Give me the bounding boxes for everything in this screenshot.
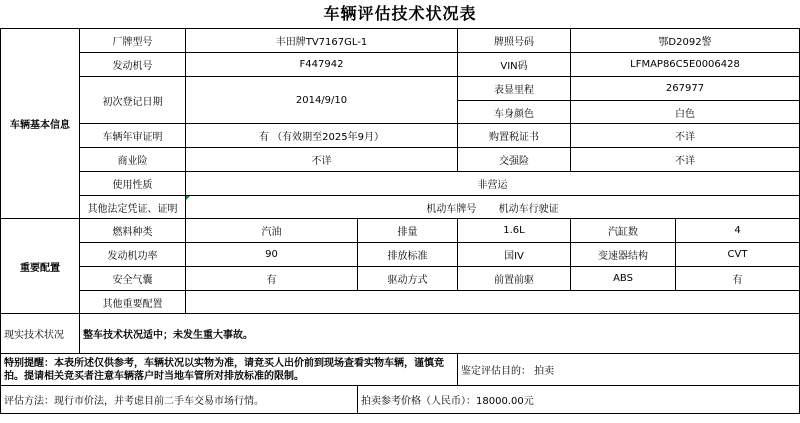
reference-price: 拍卖参考价格（人民币）：18000.00元 (358, 386, 800, 414)
value-transmission: CVT (676, 243, 800, 267)
table-row (1, 148, 800, 172)
table-row (1, 314, 800, 354)
label-drive: 驱动方式 (358, 267, 458, 291)
label-first-registration: 初次登记日期 (80, 77, 186, 124)
value-commercial-insurance: 不详 (186, 148, 458, 172)
table-row (1, 196, 800, 219)
value-current-condition: 整车技术状况适中；未发生重大事故。 (80, 314, 800, 354)
section-config: 重要配置 (1, 219, 80, 314)
table-row (1, 267, 800, 291)
evaluation-method: 评估方法：现行市价法，并考虑目前二手车交易市场行情。 (1, 386, 358, 414)
table-row (1, 124, 800, 148)
label-vin: VIN码 (458, 53, 571, 77)
evaluation-table (0, 28, 800, 414)
label-engine-power: 发动机功率 (80, 243, 186, 267)
value-annual-inspection: 有 （有效期至2025年9月） (186, 124, 458, 148)
table-row (1, 219, 800, 243)
section-basic-info: 车辆基本信息 (1, 29, 80, 219)
label-mileage: 表显里程 (458, 77, 571, 101)
table-row (1, 77, 800, 101)
table-row (1, 172, 800, 196)
value-engine-power: 90 (186, 243, 358, 267)
value-mileage: 267977 (571, 77, 800, 101)
label-abs: ABS (571, 267, 676, 291)
value-compulsory-insurance: 不详 (571, 148, 800, 172)
value-abs: 有 (676, 267, 800, 291)
value-usage: 非营运 (186, 172, 800, 196)
label-plate: 牌照号码 (458, 29, 571, 53)
table-row (1, 29, 800, 53)
label-fuel: 燃料种类 (80, 219, 186, 243)
label-other-config: 其他重要配置 (80, 291, 186, 314)
value-factory-model: 丰田牌TV7167GL-1 (186, 29, 458, 53)
value-airbag: 有 (186, 267, 358, 291)
value-fuel: 汽油 (186, 219, 358, 243)
table-row (1, 243, 800, 267)
table-row (1, 386, 800, 414)
label-current-condition: 现实技术状况 (1, 314, 80, 354)
special-notice: 特别提醒：本表所述仅供参考，车辆状况以实物为准，请竞买人出价前到现场查看实物车辆，谨慎竞拍。提请相关竞买者注意车辆落户时当地车管所对排放标准的限制。 (1, 354, 458, 386)
label-other-documents: 其他法定凭证、证明 (80, 196, 186, 219)
label-displacement: 排量 (358, 219, 458, 243)
value-emission: 国IV (458, 243, 571, 267)
value-engine: F447942 (186, 53, 458, 77)
evaluation-purpose: 鉴定评估目的： 拍卖 (458, 354, 800, 386)
page-title: 车辆评估技术状况表 (323, 4, 477, 23)
label-emission: 排放标准 (358, 243, 458, 267)
table-row (1, 354, 800, 386)
value-plate: 鄂D2092警 (571, 29, 800, 53)
label-compulsory-insurance: 交强险 (458, 148, 571, 172)
value-cylinders: 4 (676, 219, 800, 243)
other-documents-item: 机动车牌号 (426, 203, 477, 215)
value-first-registration: 2014/9/10 (186, 77, 458, 124)
label-body-color: 车身颜色 (458, 101, 571, 124)
label-purchase-tax: 购置税证书 (458, 124, 571, 148)
value-other-documents (186, 196, 800, 219)
value-displacement: 1.6L (458, 219, 571, 243)
label-cylinders: 汽缸数 (571, 219, 676, 243)
label-transmission: 变速器结构 (571, 243, 676, 267)
label-annual-inspection: 车辆年审证明 (80, 124, 186, 148)
other-documents-item: 机动车行驶证 (498, 203, 559, 215)
table-row (1, 53, 800, 77)
value-purchase-tax: 不详 (571, 124, 800, 148)
value-body-color: 白色 (571, 101, 800, 124)
label-usage: 使用性质 (80, 172, 186, 196)
label-engine: 发动机号 (80, 53, 186, 77)
value-other-config (186, 291, 800, 314)
value-drive: 前置前驱 (458, 267, 571, 291)
label-airbag: 安全气囊 (80, 267, 186, 291)
label-commercial-insurance: 商业险 (80, 148, 186, 172)
table-row (1, 291, 800, 314)
label-factory-model: 厂牌型号 (80, 29, 186, 53)
value-vin: LFMAP86C5E0006428 (571, 53, 800, 77)
